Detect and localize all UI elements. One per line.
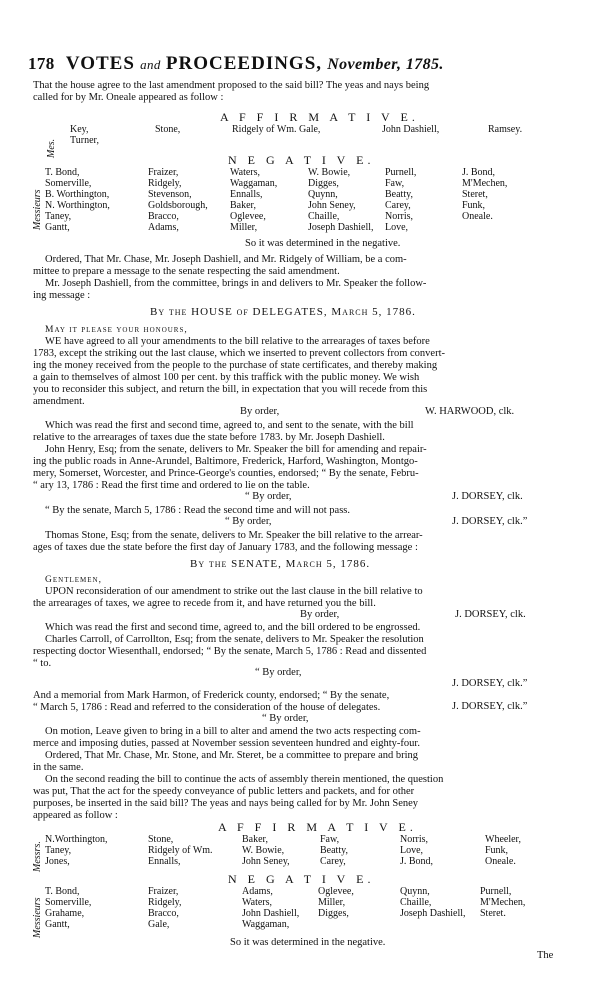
vote2-neg-cell: John Dashiell,	[242, 908, 300, 919]
message1-line: WE have agreed to all your amendments to the bill relative to the arrearages of taxes before	[45, 336, 430, 347]
vote2-aff-cell: John Seney,	[242, 856, 290, 867]
p7-line: Ordered, That Mr. Chase, Mr. Stone, and Mr. Steret, be a committee to prepare and bring	[45, 750, 419, 761]
vote2-neg-cell: Somerville,	[45, 897, 92, 908]
p1-line: mittee to prepare a message to the senate respecting the said amendment.	[33, 266, 340, 277]
p7-line: was put, That the act for the speedy conveyance of public letters and packets, and for other	[33, 786, 415, 797]
message1-line: ing the money received from the people to the purchase of state certificates, and thereby making	[33, 360, 438, 371]
header-month: November, 1785.	[327, 56, 444, 73]
vote1-neg-cell: Fraizer,	[148, 167, 179, 178]
vote2-neg-cell: Gale,	[148, 919, 170, 930]
p7-line: merce and imposing duties, passed at November session seventeen hundred and eighty-four.	[33, 738, 420, 749]
vote1-neg-cell: Norris,	[385, 211, 414, 222]
vote1-neg-cell: Quynn,	[308, 189, 338, 200]
vote1-neg-cell: Purnell,	[385, 167, 417, 178]
p4-line: ages of taxes due the state before the first day of January 1783, and the following message :	[33, 542, 418, 553]
vote2-neg-cell: Joseph Dashiell,	[400, 908, 466, 919]
vote2-neg-cell: Waggaman,	[242, 919, 290, 930]
vote2-aff-cell: Ennalls,	[148, 856, 181, 867]
vote1-aff-cell: Ridgely of Wm. Gale,	[232, 124, 321, 135]
catchword: The	[537, 950, 554, 961]
p7-line: appeared as follow :	[33, 810, 118, 821]
vote2-aff-cell: Carey,	[320, 856, 346, 867]
vote1-neg-cell: Oglevee,	[230, 211, 266, 222]
vote2-aff-cell: Oneale.	[485, 856, 516, 867]
vote2-neg-cell: Oglevee,	[318, 886, 354, 897]
vote1-neg-cell: Joseph Dashiell,	[308, 222, 374, 233]
vote1-intro-1: That the house agree to the last amendment proposed to the said bill? The yeas and nays being	[33, 80, 430, 91]
vote1-neg-cell: Digges,	[308, 178, 339, 189]
p2-line: ing the public roads in Anne-Arundel, Baltimore, Frederick, Harford, Washington, Montgo-	[33, 456, 418, 467]
vote1-neg-cell: Taney,	[45, 211, 72, 222]
vote2-neg-label: Messieurs	[32, 897, 43, 938]
vote2-aff-cell: J. Bond,	[400, 856, 434, 867]
p4-line: Thomas Stone, Esq; from the senate, delivers to Mr. Speaker the bill relative to the arrear-	[45, 530, 423, 541]
sig5-by-order: “ By order,	[255, 667, 302, 678]
vote1-neg-cell: Ennalls,	[230, 189, 263, 200]
vote2-neg-cell: Digges,	[318, 908, 349, 919]
vote1-neg-cell: J. Bond,	[462, 167, 496, 178]
vote2-aff-cell: Faw,	[320, 834, 340, 845]
vote2-aff-cell: Ridgely of Wm.	[148, 845, 213, 856]
vote1-neg-cell: John Seney,	[308, 200, 356, 211]
vote2-neg-cell: Quynn,	[400, 886, 430, 897]
vote1-neg-cell: Waters,	[230, 167, 261, 178]
vote2-neg-cell: Grahame,	[45, 908, 85, 919]
vote2-aff-cell: Love,	[400, 845, 424, 856]
p7-line: purposes, be inserted in the said bill? The yeas and nays being called for by Mr. John Seney	[33, 798, 419, 809]
vote1-neg-cell: Goldsborough,	[148, 200, 208, 211]
sig4-name: J. DORSEY, clk.	[455, 609, 526, 620]
vote1-aff-cell: Stone,	[155, 124, 181, 135]
gentlemen-salutation: Gentlemen,	[45, 575, 102, 585]
p5-line: Charles Carroll, of Carrollton, Esq; from the senate, delivers to Mr. Speaker the resolution	[45, 634, 424, 645]
vote2-aff-cell: Beatty,	[320, 845, 348, 856]
vote1-neg-cell: Funk,	[462, 200, 486, 211]
vote2-neg-cell: Ridgely,	[148, 897, 182, 908]
vote1-neg-cell: Chaille,	[308, 211, 340, 222]
sig2-name: J. DORSEY, clk.	[452, 491, 523, 502]
vote1-neg-heading: N E G A T I V E.	[228, 153, 375, 167]
p2-line: relative to the arrearages of taxes due the state before 1783. by Mr. Joseph Dashiell.	[33, 432, 385, 443]
vote2-neg-cell: Miller,	[318, 897, 346, 908]
vote1-neg-cell: M'Mechen,	[462, 178, 508, 189]
vote1-neg-cell: Oneale.	[462, 211, 493, 222]
header-title-and: and	[140, 57, 161, 72]
vote1-neg-cell: Waggaman,	[230, 178, 278, 189]
vote2-aff-cell: Funk,	[485, 845, 509, 856]
p6-line: “ March 5, 1786 : Read and referred to the consideration of the house of delegates.	[33, 702, 381, 713]
vote1-neg-cell: Steret,	[462, 189, 488, 200]
message1-line: you to reconsider this subject, and return the bill, in expectation that you will recede from this	[33, 384, 428, 395]
vote2-neg-cell: Purnell,	[480, 886, 512, 897]
vote1-aff-cell: Ramsey.	[488, 124, 523, 135]
vote2-aff-cell: Norris,	[400, 834, 429, 845]
vote1-aff-cell: Turner,	[70, 135, 99, 146]
p2-line: Which was read the first and second time, agreed to, and sent to the senate, with the bill	[45, 420, 414, 431]
house-heading: By the HOUSE of DELEGATES, March 5, 1786.	[150, 306, 416, 318]
p5-line: “ to.	[33, 658, 52, 669]
vote1-neg-cell: W. Bowie,	[308, 167, 351, 178]
p2-line: John Henry, Esq; from the senate, delivers to Mr. Speaker the bill for amending and repair-	[45, 444, 427, 455]
vote1-neg-cell: Love,	[385, 222, 409, 233]
message2-line: UPON reconsideration of our amendment to strike out the last clause in the bill relative to	[45, 586, 423, 597]
message2-line: the arrearages of taxes, we agree to recede from it, and have returned you the bill.	[33, 598, 376, 609]
vote2-neg-cell: Gantt,	[45, 919, 70, 930]
vote1-neg-label: Messieurs	[32, 189, 43, 230]
vote2-neg-cell: Fraizer,	[148, 886, 179, 897]
p6-line: And a memorial from Mark Harmon, of Frederick county, endorsed; “ By the senate,	[33, 690, 390, 701]
vote1-neg-cell: N. Worthington,	[45, 200, 110, 211]
sig6-by-order: “ By order,	[262, 713, 309, 724]
p2-line: mery, Somerset, Worcester, and Prince-George's counties, endorsed; “ By the senate, Febru-	[33, 468, 419, 479]
vote1-result: So it was determined in the negative.	[245, 238, 401, 249]
vote1-neg-cell: Stevenson,	[148, 189, 192, 200]
vote2-aff-label: Messrs.	[32, 841, 43, 872]
vote1-aff-label: Mes.	[46, 138, 57, 158]
vote1-aff-cell: Key,	[70, 124, 89, 135]
p3: “ By the senate, March 5, 1786 : Read the second time and will not pass.	[45, 505, 351, 516]
header-title-b: PROCEEDINGS,	[165, 53, 323, 74]
p5-line: Which was read the first and second time, agreed to, and the bill ordered to be engrossed.	[45, 622, 421, 633]
vote1-neg-cell: Somerville,	[45, 178, 92, 189]
vote1-aff-cell: John Dashiell,	[382, 124, 440, 135]
vote1-neg-cell: Ridgely,	[148, 178, 182, 189]
vote2-aff-cell: N.Worthington,	[45, 834, 108, 845]
vote2-aff-cell: Stone,	[148, 834, 174, 845]
vote1-aff-heading: A F F I R M A T I V E.	[220, 110, 419, 124]
vote2-neg-cell: M'Mechen,	[480, 897, 526, 908]
vote2-neg-cell: Waters,	[242, 897, 273, 908]
vote2-neg-cell: Steret.	[480, 908, 506, 919]
page-header	[28, 53, 444, 75]
vote2-neg-cell: Bracco,	[148, 908, 179, 919]
p1-line: Ordered, That Mr. Chase, Mr. Joseph Dashiell, and Mr. Ridgely of William, be a com-	[45, 254, 407, 265]
p5-line: respecting doctor Wiesenthall, endorsed; “ By the senate, March 5, 1786 : Read and dissented	[33, 646, 427, 657]
page-number: 178	[28, 54, 55, 73]
p1-line: ing message :	[33, 290, 91, 301]
vote2-neg-cell: T. Bond,	[45, 886, 80, 897]
sig1-by-order: By order,	[240, 406, 280, 417]
senate-heading: By the SENATE, March 5, 1786.	[190, 558, 371, 570]
vote2-aff-cell: Wheeler,	[485, 834, 521, 845]
vote1-neg-cell: Carey,	[385, 200, 411, 211]
vote2-neg-cell: Chaille,	[400, 897, 432, 908]
sig4-by-order: By order,	[300, 609, 340, 620]
vote1-neg-cell: Miller,	[230, 222, 258, 233]
vote2-aff-cell: Taney,	[45, 845, 72, 856]
sig5-name: J. DORSEY, clk.”	[452, 678, 528, 689]
vote1-intro-2: called for by Mr. Oneale appeared as follow :	[33, 92, 224, 103]
p7-line: in the same.	[33, 762, 84, 773]
vote2-neg-heading: N E G A T I V E.	[228, 872, 375, 886]
sig1-name: W. HARWOOD, clk.	[425, 406, 515, 417]
header-title-a: VOTES	[65, 53, 135, 74]
vote2-aff-heading: A F F I R M A T I V E.	[218, 820, 417, 834]
p2-line: “ ary 13, 1786 : Read the first time and ordered to lie on the table.	[33, 480, 310, 491]
vote1-neg-cell: B. Worthington,	[45, 189, 110, 200]
message1-line: 1783, except the striking out the last clause, which we inserted to prevent collectors from convert-	[33, 348, 445, 359]
sig3-name: J. DORSEY, clk.”	[452, 516, 528, 527]
vote1-neg-cell: Adams,	[148, 222, 179, 233]
vote1-neg-cell: Faw,	[385, 178, 405, 189]
sig6-name: J. DORSEY, clk.”	[452, 701, 528, 712]
vote1-neg-cell: Beatty,	[385, 189, 413, 200]
vote1-neg-cell: Bracco,	[148, 211, 179, 222]
vote1-neg-cell: T. Bond,	[45, 167, 80, 178]
sig3-by-order: “ By order,	[225, 516, 272, 527]
vote1-neg-cell: Gantt,	[45, 222, 70, 233]
vote2-aff-cell: Baker,	[242, 834, 268, 845]
vote2-aff-cell: W. Bowie,	[242, 845, 285, 856]
message1-line: amendment.	[33, 396, 85, 407]
vote2-result: So it was determined in the negative.	[230, 937, 386, 948]
vote2-aff-cell: Jones,	[45, 856, 70, 867]
p7-line: On the second reading the bill to continue the acts of assembly therein mentioned, the question	[45, 774, 444, 785]
p1-line: Mr. Joseph Dashiell, from the committee, brings in and delivers to Mr. Speaker the follow-	[45, 278, 427, 289]
message1-line: a gain to themselves of almost 100 per cent. by this traffick with the public money. We wish	[33, 372, 420, 383]
sig2-by-order: “ By order,	[245, 491, 292, 502]
p7-line: On motion, Leave given to bring in a bill to alter and amend the two acts respecting com-	[45, 726, 421, 737]
vote1-neg-cell: Baker,	[230, 200, 256, 211]
vote2-neg-cell: Adams,	[242, 886, 273, 897]
address-salutation: May it please your honours,	[45, 325, 188, 335]
